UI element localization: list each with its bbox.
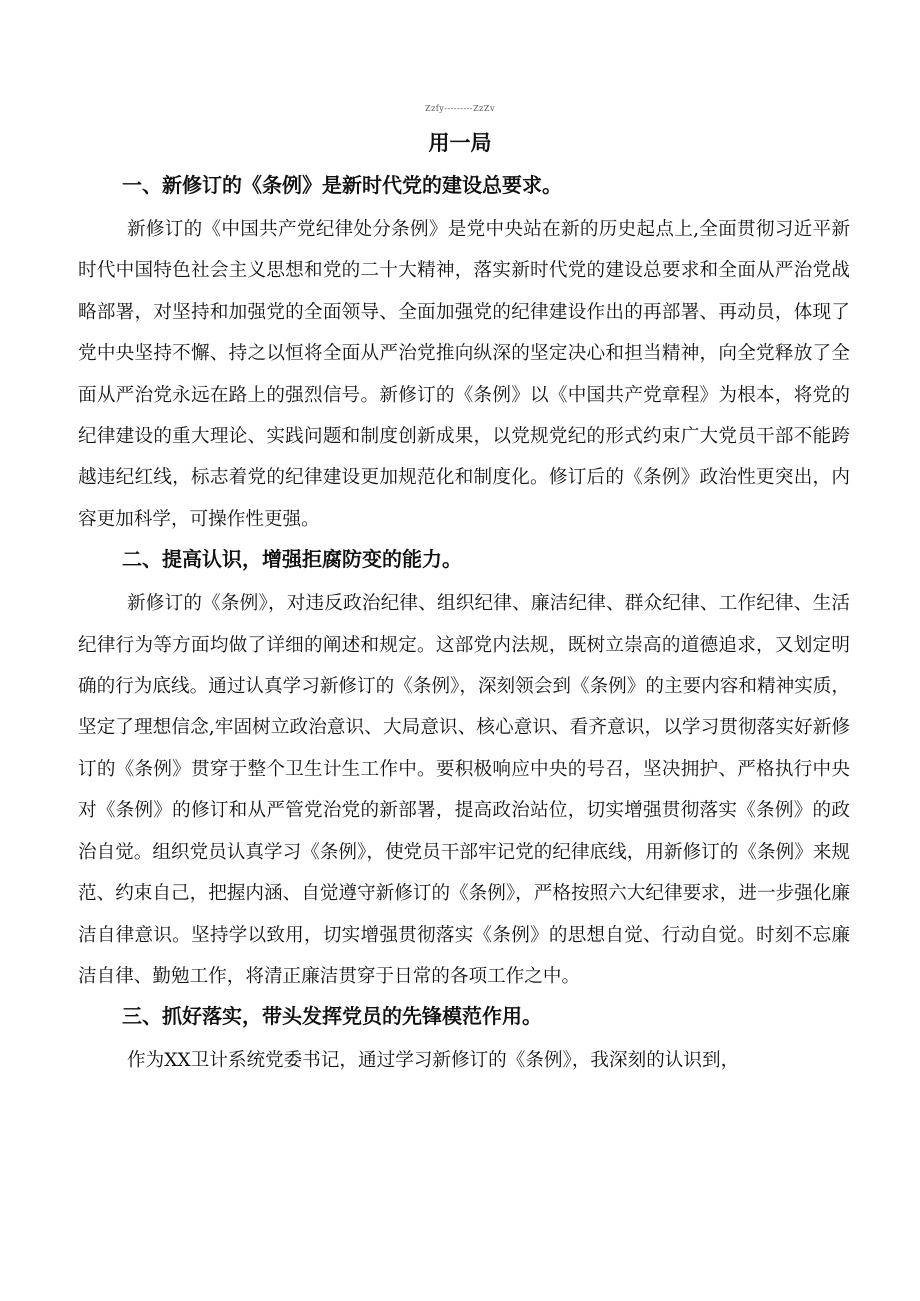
section-paragraph-2: 新修订的《条例》，对违反政治纪律、组织纪律、廉洁纪律、群众纪律、工作纪律、生活纪律行为等方面均做了详细的阐述和规定。这部党内法规，既树立崇高的道德追求，又划定明确的行为底线。通过认真学习新修订的《条例》，深刻领会到《条例》的主要内容和精神实质，坚定了理想信念,牢固树立政治意识、大局意识、核心意识、看齐意识，以学习贯彻落实好新修订的《条例》贯穿于整个卫生计生工作中。要积极响应中央的号召，坚决拥护、严格执行中央对《条例》的修订和从严管党治党的新部署，提高政治站位，切实增强贯彻落实《条例》的政治自觉。组织党员认真学习《条例》，使党员干部牢记党的纪律底线，用新修订的《条例》来规范、约束自己，把握内涵、自觉遵守新修订的《条例》，严格按照六大纪律要求，进一步强化廉洁自律意识。坚持学以致用，切实增强贯彻落实《条例》的思想自觉、行动自觉。时刻不忘廉洁自律、勤勉工作，将清正廉洁贯穿于日常的各项工作之中。	[78, 593, 850, 987]
section-paragraph-1: 新修订的《中国共产党纪律处分条例》是党中央站在新的历史起点上,全面贯彻习近平新时代中国特色社会主义思想和党的二十大精神，落实新时代党的建设总要求和全面从严治党战略部署，对坚持和加强党的全面领导、全面加强党的纪律建设作出的再部署、再动员，体现了党中央坚持不懈、持之以恒将全面从严治党推向纵深的坚定决心和担当精神，向全党释放了全面从严治党永远在路上的强烈信号。新修订的《条例》以《中国共产党章程》为根本，将党的纪律建设的重大理论、实践问题和制度创新成果，以党规党纪的形式约束广大党员干部不能跨越违纪红线，标志着党的纪律建设更加规范化和制度化。修订后的《条例》政治性更突出，内容更加科学，可操作性更强。	[78, 219, 850, 530]
section-heading-2: 二、提高认识，增强拒腐防变的能力。	[122, 547, 462, 572]
document-body	[78, 170, 850, 1082]
header-mark: Zzfy---------ZzZv	[425, 104, 495, 113]
section-paragraph-3: 作为XX卫计系统党委书记，通过学习新修订的《条例》，我深刻的认识到，	[127, 1050, 740, 1072]
document-title: 用一局	[428, 131, 492, 155]
section-heading-1: 一、新修订的《条例》是新时代党的建设总要求。	[122, 173, 562, 197]
section-heading-3: 三、抓好落实，带头发挥党员的先锋模范作用。	[122, 1004, 542, 1029]
